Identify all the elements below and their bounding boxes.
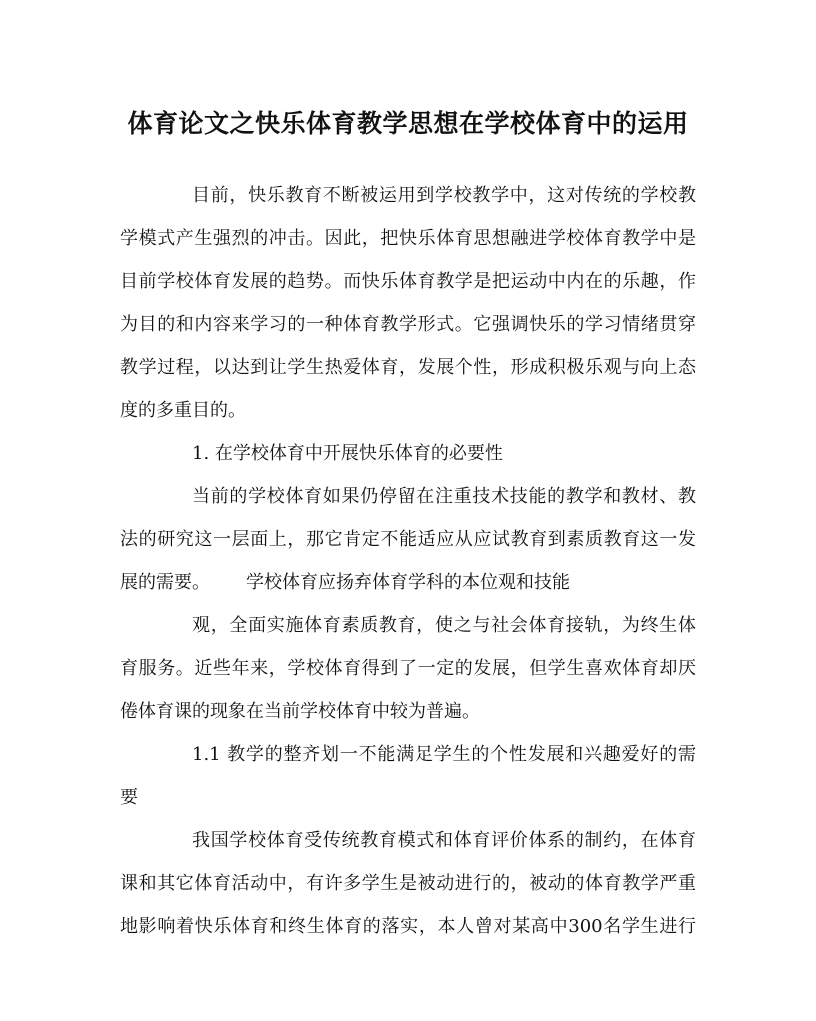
paragraph-3-line-3: 倦体育课的现象在当前学校体育中较为普遍。 [120,701,480,722]
paragraph-3-line-2: 育服务。近些年来，学校体育得到了一定的发展，但学生喜欢体育却厌 [120,658,696,679]
paragraph-2-line-3-part-2: 学校体育应扬弃体育学科的本位观和技能 [246,572,570,593]
section-heading-1: 1. 在学校体育中开展快乐体育的必要性 [192,443,503,464]
paragraph-3-line-1: 观，全面实施体育素质教育，使之与社会体育接轨，为终生体 [192,615,696,636]
paragraph-2-line-1: 当前的学校体育如果仍停留在注重技术技能的教学和教材、教 [192,486,696,507]
paragraph-2-line-2: 法的研究这一层面上，那它肯定不能适应从应试教育到素质教育这一发 [120,529,696,550]
paragraph-1-line-6: 度的多重目的。 [120,400,246,421]
paragraph-4-line-2: 课和其它体育活动中，有许多学生是被动进行的，被动的体育教学严重 [120,873,696,894]
paragraph-4-line-3: 地影响着快乐体育和终生体育的落实，本人曾对某高中300名学生进行 [120,916,696,937]
paragraph-1-line-5: 教学过程，以达到让学生热爱体育，发展个性，形成积极乐观与向上态 [120,357,696,378]
paragraph-1-line-1: 目前，快乐教育不断被运用到学校教学中，这对传统的学校教 [192,185,696,206]
paragraph-1-line-4: 为目的和内容来学习的一种体育教学形式。它强调快乐的学习情绪贯穿 [120,314,696,335]
section-heading-1-1-line-2: 要 [120,787,138,808]
paragraph-4-line-1: 我国学校体育受传统教育模式和体育评价体系的制约，在体育 [192,830,696,851]
section-heading-1-1-line-1: 1.1 教学的整齐划一不能满足学生的个性发展和兴趣爱好的需 [192,744,696,765]
paragraph-1-line-2: 学模式产生强烈的冲击。因此，把快乐体育思想融进学校体育教学中是 [120,228,696,249]
paragraph-2-line-3 [120,570,696,596]
document-title: 体育论文之快乐体育教学思想在学校体育中的运用 [127,109,689,138]
paragraph-1-line-3: 目前学校体育发展的趋势。而快乐体育教学是把运动中内在的乐趣，作 [120,271,696,292]
paragraph-2-line-3-part-1: 展的需要。 [120,572,210,593]
